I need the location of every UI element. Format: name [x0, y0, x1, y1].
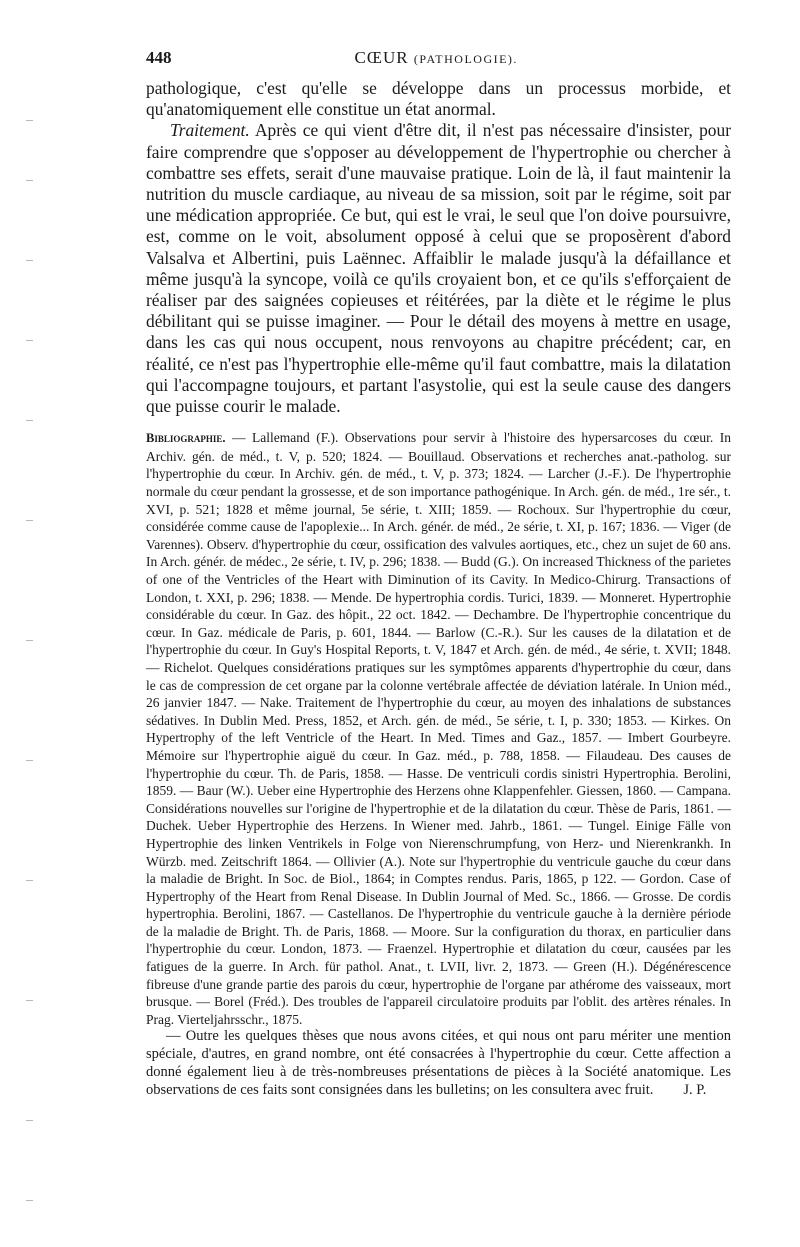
- running-title: [172, 48, 702, 68]
- page-number: 448: [146, 48, 172, 67]
- margin-ticks: [20, 0, 40, 1247]
- running-header: [146, 48, 731, 78]
- bibliography-text: — Lallemand (F.). Observations pour servir à l'histoire des hypersarcoses du cœur. In Archiv. gén. de méd., t. V, p. 520; 1824. — Bouillaud. Observations et recherches anat.-patholog. sur l'hypertrophie du cœur. In Archiv. gén. de méd., t. V, p. 373; 1824. — Larcher (J.-F.). De l'hypertrophie normale du cœur pendant la grossesse, et de son importance pathogénique. In Arch. gén. de méd., 1re sér., t. XVI, p. 521; 1828 et même journal, 5e série, t. XIII; 1859. — Rochoux. Sur l'hypertrophie du cœur, considérée comme cause de l'apoplexie... In Arch. génér. de méd., 2e série, t. XI, p. 167; 1836. — Viger (de Varennes). Observ. d'hypertrophie du cœur, ossification des valvules aortiques, etc., chez un sujet de 60 ans. In Arch. génér. de médec., 2e série, t. IV, p. 296; 1838. — Budd (G.). On increased Thickness of the parietes of one of the Ventricles of the Heart with Diminution of its Cavity. In Medico-Chirurg. Transactions of London, t. XXI, p. 296; 1838. — Mende. De hypertrophia cordis. Turici, 1839. — Monneret. Hypertrophie considérable du cœur. In Gaz. des hôpit., 22 oct. 1842. — Dechambre. De l'hypertrophie concentrique du cœur. In Gaz. médicale de Paris, p. 601, 1844. — Barlow (C.-R.). Sur les causes de la dilatation et de l'hypertrophie du cœur. In Guy's Hospital Reports, t. V, 1847 et Arch. gén. de méd., 4e série, t. XVII; 1848. — Richelot. Quelques considérations pratiques sur les symptômes apparents d'hypertrophie du cœur, dans le cas de compression de cet organe par la colonne vertébrale affectée de déviation latérale. In Union méd., 26 janvier 1847. — Nake. Traitement de l'hypertrophie du cœur, au moyen des inhalations de substances sédatives. In Dublin Med. Press, 1852, et Arch. gén. de méd., 5e série, t. I, p. 330; 1853. — Kirkes. On Hypertrophy of the left Ventricle of the Heart. In Med. Times and Gaz., 1857. — Imbert Gourbeyre. Mémoire sur l'hypertrophie aiguë du cœur. In Gaz. méd., p. 788, 1858. — Filaudeau. Des causes de l'hypertrophie du cœur. Th. de Paris, 1858. — Hasse. De ventriculi cordis sinistri Hypertrophia. Berolini, 1859. — Baur (W.). Ueber eine Hypertrophie des Herzens ohne Klappenfehler. Giessen, 1860. — Campana. Considérations nouvelles sur l'origine de l'hypertrophie et de la dilatation du cœur. Thèse de Paris, 1861. — Duchek. Ueber Hypertrophie des Herzens. In Wiener med. Jahrb., 1861. — Tungel. Einige Fälle von Hypertrophie des linken Ventrikels in Folge von Nierenschrumpfung, von Herz- und Nierenkrankh. In Würzb. med. Zeitschrift 1864. — Ollivier (A.). Note sur l'hypertrophie du ventricule gauche du cœur dans la maladie de Bright. In Soc. de Biol., 1864; in Comptes rendus. Paris, 1865, p 122. — Gordon. Case of Hypertrophy of the Heart from Renal Disease. In Dublin Journal of Med. Sc., 1866. — Grosse. De cordis hypertrophia. Berolini, 1867. — Castellanos. De l'hypertrophie du ventricule gauche à la dernière période de la maladie de Bright. Th. de Paris, 1868. — Moore. Sur la configuration du thorax, en particulier dans l'hypertrophie du cœur. London, 1873. — Fraenzel. Hypertrophie et dilatation du cœur, causées par les fatigues de la guerre. In Arch. für pathol. Anat., t. LVII, livr. 2, 1873. — Green (H.). Dégénérescence fibreuse d'une grande partie des parois du cœur, hypertrophie de l'organe par athérome des vaisseaux, mort brusque. — Borel (Fréd.). Des troubles de l'appareil circulatoire produits par l'oblit. des artères rénales. In Prag. Vierteljahrsschr., 1875.: [146, 430, 731, 1027]
- paragraph-traitement: [146, 120, 731, 417]
- running-title-sub: (PATHOLOGIE).: [413, 52, 518, 66]
- paragraph-traitement-text: Après ce qui vient d'être dit, il n'est pas nécessaire d'insister, pour faire comprendre que s'opposer au développement de l'hypertrophie ou chercher à combattre ses effets, serait d'une mauvaise pratique. Loin de là, il faut maintenir la nutrition du muscle cardiaque, au niveau de sa mission, soit par le régime, soit par une médication appropriée. Ce but, qui est le vrai, le seul que l'on doive poursuivre, est, comme on le voit, absolument opposé à celui que se proposèrent d'abord Valsalva et Albertini, puis Laënnec. Affaiblir le malade jusqu'à la défaillance et même jusqu'à la syncope, voilà ce qu'ils croyaient bon, et ce qu'ils s'efforçaient de réaliser par des saignées copieuses et réitérées, par la diète et le régime le plus débilitant qui se puisse imaginer. — Pour le détail des moyens à mettre en usage, dans les cas qui nous occupent, nous renvoyons au chapitre précédent; car, en réalité, ce n'est pas l'hypertrophie elle-même qu'il faut combattre, mais la dilatation qui l'accompagne toujours, et partant l'asystolie, qui est la seule cause des dangers que puisse courir le malade.: [146, 120, 731, 417]
- author-signature: J. P.: [683, 1081, 707, 1098]
- page: [146, 48, 731, 1100]
- closing-text: — Outre les quelques thèses que nous avons citées, et qui nous ont paru mériter une mention spéciale, d'autres, en grand nombre, ont été consacrées à l'hypertrophie du cœur. Cette affection a donné également lieu à de très-nombreuses présentations de pièces à la Société anatomique. Les observations de ces faits sont consignées dans les bulletins; on les consultera avec fruit.: [146, 1028, 731, 1098]
- running-title-main: CŒUR: [354, 48, 409, 67]
- paragraph-continuation: pathologique, c'est qu'elle se développe dans un processus morbide, et qu'anatomiquement elle constitue un état anormal.: [146, 78, 731, 120]
- body-text: [146, 78, 731, 417]
- bibliography-heading: Bibliographie.: [146, 431, 226, 446]
- closing-paragraph: [146, 1028, 731, 1099]
- section-lead: Traitement.: [170, 120, 250, 141]
- bibliography: [146, 429, 731, 1028]
